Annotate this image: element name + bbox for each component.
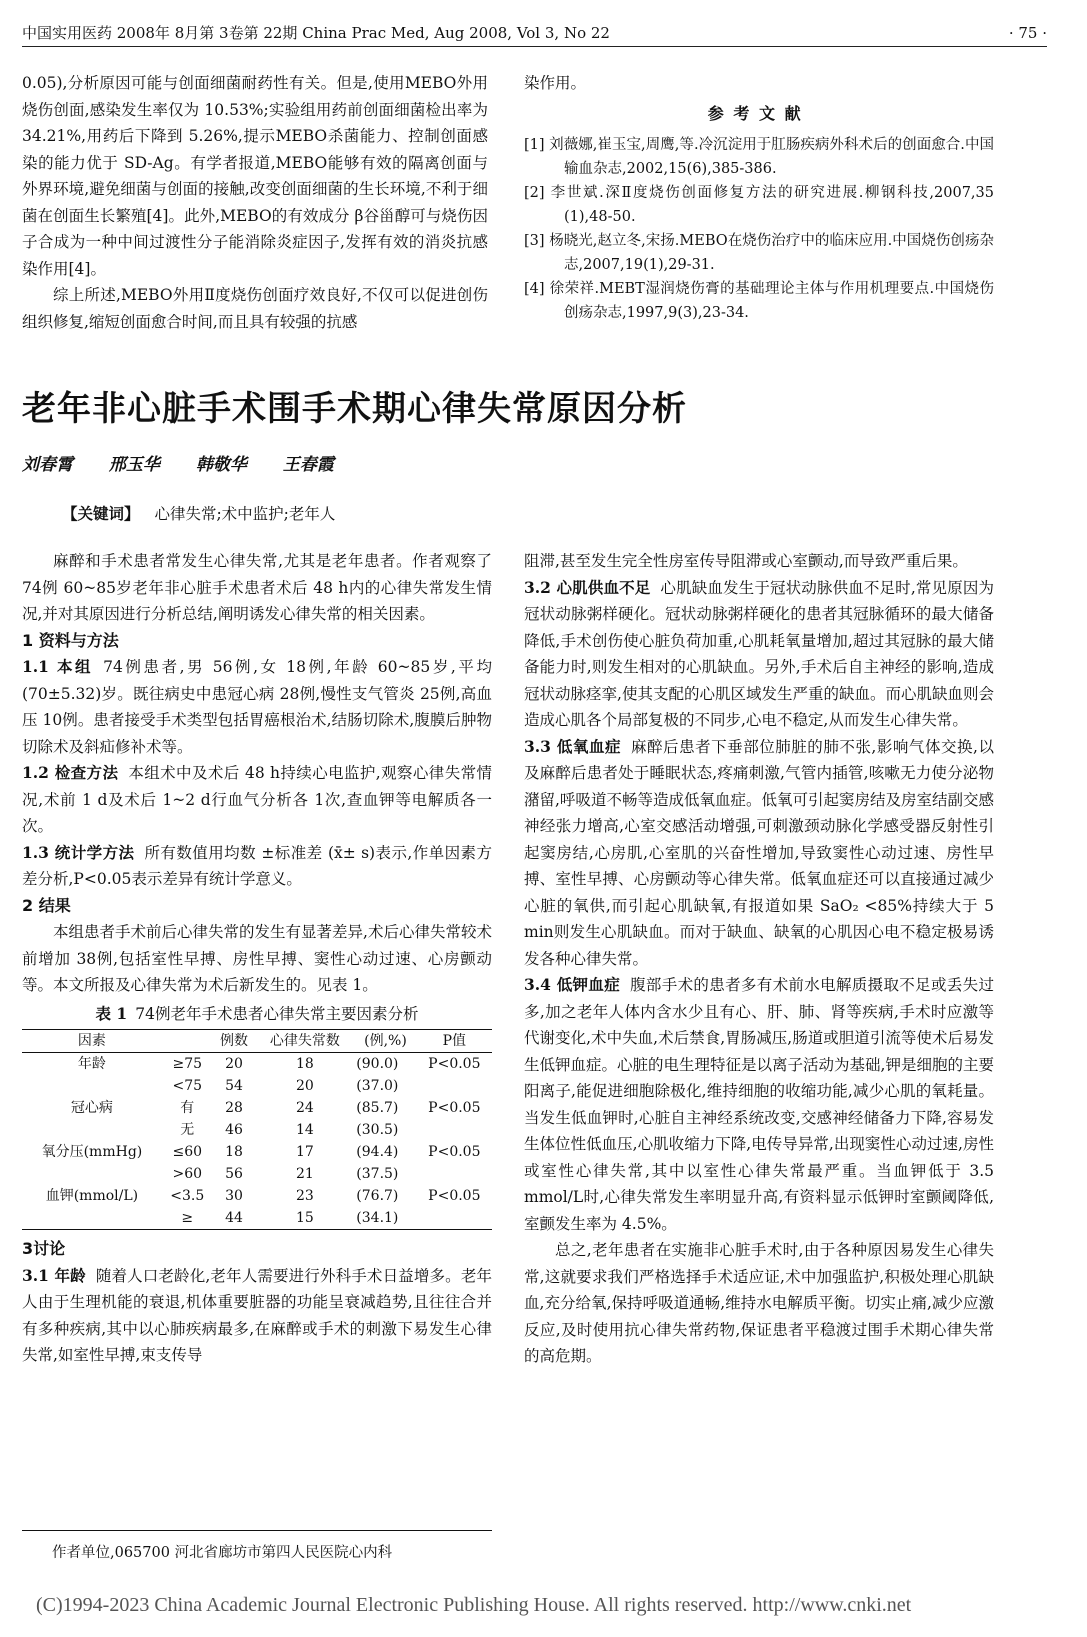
author-name: 韩敬华 xyxy=(195,455,247,475)
table-header-row xyxy=(22,1030,492,1053)
table-cell: 有 xyxy=(180,1100,195,1116)
subsection-heading: 3.1 年龄 xyxy=(22,1265,86,1285)
reference-item: [2] 李世斌.深Ⅱ度烧伤创面修复方法的研究进展.柳钢科技,2007,35 (1),48-50. xyxy=(524,185,994,225)
table-cell xyxy=(22,1119,162,1141)
table-header-cell: (例,%) xyxy=(364,1033,407,1049)
continuation-paragraph: 阻滞,甚至发生完全性房室传导阻滞或心室颤动,而导致严重后果。 xyxy=(524,552,968,570)
table-row xyxy=(22,1207,492,1230)
table-cell: 血钾(mmol/L) xyxy=(45,1188,139,1204)
prev-article-col1 xyxy=(22,70,488,335)
subsection-heading: 1.1 本组 xyxy=(22,657,94,676)
table-row xyxy=(22,1097,492,1119)
prev-continuation: 染作用。 xyxy=(524,74,587,92)
table-caption xyxy=(22,1001,492,1028)
article-col2 xyxy=(524,548,994,1370)
table-cell: <3.5 xyxy=(170,1188,205,1204)
reference-item: [1] 刘薇娜,崔玉宝,周鹰,等.冷沉淀用于肛肠疾病外科术后的创面愈合.中国输血杂志,2002,15(6),385-386. xyxy=(524,137,994,177)
table-row xyxy=(22,1075,492,1097)
article-title: 老年非心脏手术围手术期心律失常原因分析 xyxy=(22,389,687,429)
table-cell: (30.5) xyxy=(356,1122,399,1138)
author-name: 刘春霄 xyxy=(22,455,73,475)
intro-paragraph: 麻醉和手术患者常发生心律失常,尤其是老年患者。作者观察了 74例 60~85岁老年非心脏手术患者术后 48 h内的心律失常发生情况,并对其原因进行分析总结,阐明诱发心律失常的相关因素。 xyxy=(22,552,492,623)
table-cell xyxy=(22,1163,162,1185)
conclusion-paragraph: 总之,老年患者在实施非心脏手术时,由于各种原因易发生心律失常,这就要求我们严格选择手术适应证,术中加强监护,积极处理心肌缺血,充分给氧,保持呼吸道通畅,维持水电解质平衡。切实止痛,减少应激反应,及时使用抗心律失常药物,保证患者平稳渡过围手术期心律失常的高危期。 xyxy=(524,1241,994,1365)
table-cell: 56 xyxy=(225,1166,243,1182)
reference-item: [4] 徐荣祥.MEBT湿润烧伤膏的基础理论主体与作用机理要点.中国烧伤创疡杂志,1997,9(3),23-34. xyxy=(524,281,994,321)
table-row xyxy=(22,1053,492,1076)
prev-discussion-paragraph: 0.05),分析原因可能与创面细菌耐药性有关。但是,使用MEBO外用烧伤创面,感染发生率仅为 10.53%;实验组用药前创面细菌检出率为 34.21%,用药后下降到 5.26%,提示MEBO杀菌能力、控制创面感染的能力优于 SD-Ag。有学者报道,MEBO能够有效的隔离创面与外界环境,避免细菌与创面的接触,改变创面细菌的生长环境,不利于细菌在创面生长繁殖[4]。此外,MEBO的有效成分 β谷甾醇可与烧伤因子合成为一种中间过渡性分子能消除炎症因子,发挥有效的消炎抗感染作用[4]。 xyxy=(22,74,488,278)
section-heading: 3讨论 xyxy=(22,1239,66,1258)
table-row xyxy=(22,1119,492,1141)
table-cell: 18 xyxy=(295,1056,314,1072)
subsection-heading: 1.2 检查方法 xyxy=(22,763,119,782)
prev-conclusion-paragraph: 综上所述,MEBO外用Ⅱ度烧伤创面疗效良好,不仅可以促进创伤组织修复,缩短创面愈合时间,而且具有较强的抗感 xyxy=(22,286,488,331)
table-cell: ≥ xyxy=(181,1210,194,1226)
table-cell: (37.5) xyxy=(356,1166,399,1182)
author-name: 王春霞 xyxy=(282,455,334,475)
table-cell: ≤60 xyxy=(172,1144,203,1160)
subsection-body: 腹部手术的患者多有术前水电解质摄取不足或丢失过多,加之老年人体内含水少且有心、肝、肺、肾等疾病,手术时应激等代谢变化,术中失血,术后禁食,胃肠减压,肠道或胆道引流等使术后易发生低钾血症。心脏的电生理特征是以离子活动为基础,钾是细胞的主要阳离子,能促进细胞除极化,维持细胞的收缩功能,减少心肌的氧耗量。当发生低血钾时,心脏自主神经系统改变,交感神经储备力下降,容易发生体位性低血压,心肌收缩力下降,电传导异常,出现窦性心动过速,房性或室性心律失常,其中以室性心律失常最严重。当血钾低于 3.5 mmol/L时,心律失常发生率明显升高,有资料显示低钾时室颤阈降低,室颤发生率为 4.5%。 xyxy=(524,976,994,1233)
table-cell: (85.7) xyxy=(356,1100,399,1116)
table-cell: P<0.05 xyxy=(428,1188,481,1204)
table-cell: (37.0) xyxy=(356,1078,399,1094)
table-title: 74例老年手术患者心律失常主要因素分析 xyxy=(135,1004,419,1023)
table-cell xyxy=(417,1119,492,1141)
table-cell: 冠心病 xyxy=(70,1100,113,1116)
section-heading: 2 结果 xyxy=(22,895,71,915)
running-header xyxy=(22,22,1047,47)
table-cell: P<0.05 xyxy=(428,1100,481,1116)
subsection-body: 随着人口老龄化,老年人需要进行外科手术日益增多。老年人由于生理机能的衰退,机体重要脏器的功能呈衰减趋势,且往往合并有多种疾病,其中以心肺疾病最多,在麻醉或手术的刺激下易发生心律失常,如室性早搏,束支传导 xyxy=(22,1266,492,1364)
table-cell xyxy=(417,1075,492,1097)
table-cell: (34.1) xyxy=(356,1210,399,1226)
subsection-body: 所有数值用均数 ±标准差 (x̄± s)表示,作单因素方差分析,P<0.05表示差异有统计学意义。 xyxy=(22,843,492,888)
results-table xyxy=(22,1029,492,1230)
table-cell: 17 xyxy=(295,1144,314,1160)
table-header-cell: 因素 xyxy=(77,1033,106,1049)
table-cell: P<0.05 xyxy=(428,1056,481,1072)
references-title: 参考文献 xyxy=(707,103,811,123)
subsection-heading: 3.3 低氧血症 xyxy=(524,736,621,756)
article-col1 xyxy=(22,548,492,1369)
table-header-cell xyxy=(162,1030,213,1053)
table-cell: 21 xyxy=(295,1166,314,1182)
table-cell xyxy=(22,1075,162,1097)
subsection-body: 74例患者,男 56例,女 18例,年龄 60~85岁,平均 (70±5.32)岁。既往病史中患冠心病 28例,慢性支气管炎 25例,高血压 10例。患者接受手术类型包括胃癌根治术,结肠切除术,腹膜后肿物切除术及斜疝修补术等。 xyxy=(22,658,492,756)
table-cell: 28 xyxy=(225,1100,243,1116)
table-cell: 20 xyxy=(225,1056,243,1072)
author-name: 邢玉华 xyxy=(108,455,160,475)
journal-info: 中国实用医药 2008年 8月第 3卷第 22期 China Prac Med, Aug 2008, Vol 3, No 22 xyxy=(22,24,610,42)
table-row xyxy=(22,1185,492,1207)
copyright-footer: (C)1994-2023 China Academic Journal Electronic Publishing House. All rights reserved. http://www.cnki.net xyxy=(36,1594,912,1616)
prev-article-col2 xyxy=(524,70,994,325)
table-header-cell: 例数 xyxy=(220,1033,249,1049)
reference-item: [3] 杨晓光,赵立冬,宋扬.MEBO在烧伤治疗中的临床应用.中国烧伤创疡杂志,2007,19(1),29-31. xyxy=(524,233,994,273)
table-cell: 44 xyxy=(225,1210,243,1226)
subsection-heading: 1.3 统计学方法 xyxy=(22,842,135,862)
keywords xyxy=(62,502,335,524)
table-cell: ≥75 xyxy=(172,1056,203,1072)
table-cell: 15 xyxy=(295,1210,314,1226)
table-cell: 14 xyxy=(295,1122,314,1138)
table-cell: 23 xyxy=(295,1188,314,1204)
table-cell: 54 xyxy=(225,1078,243,1094)
table-cell xyxy=(22,1207,162,1230)
table-cell: P<0.05 xyxy=(428,1144,481,1160)
author-list xyxy=(22,450,364,475)
subsection-body: 心肌缺血发生于冠状动脉供血不足时,常见原因为冠状动脉粥样硬化。冠状动脉粥样硬化的患者其冠脉循环的最大储备降低,手术创伤使心脏负荷加重,心肌耗氧量增加,超过其冠脉的最大储备能力时,则发生相对的心肌缺血。另外,手术后自主神经的影响,造成冠状动脉痉挛,使其支配的心肌区域发生严重的缺血。而心肌缺血则会造成心肌各个局部复极的不同步,心电不稳定,从而发生心律失常。 xyxy=(524,578,994,729)
table-cell: 18 xyxy=(225,1144,243,1160)
table-row xyxy=(22,1163,492,1185)
keywords-text: 心律失常;术中监护;老年人 xyxy=(154,505,336,523)
section-heading: 1 资料与方法 xyxy=(22,630,119,650)
table-cell: 20 xyxy=(295,1078,314,1094)
table-cell: (76.7) xyxy=(356,1188,399,1204)
table-header-cell: 心律失常数 xyxy=(269,1033,340,1049)
subsection-body: 麻醉后患者下垂部位肺脏的肺不张,影响气体交换,以及麻醉后患者处于睡眠状态,疼痛刺激,气管内插管,咳嗽无力使分泌物潴留,呼吸道不畅等造成低氧血症。低氧可引起窦房结及房室结副交感神经张力增高,心室交感活动增强,可刺激颈动脉化学感受器反射性引起窦房结,心房肌,心室肌的兴奋性增加,导致窦性心动过速、房性早搏、室性早搏、心房颤动等心律失常。低氧血症还可以直接通过减少心脏的氧供,而引起心肌缺氧,有报道如果 SaO₂ <85%持续大于 5 min则发生心肌缺血。而对于缺血、缺氧的心肌因心电不稳定极易诱发各种心律失常。 xyxy=(524,737,994,968)
subsection-heading: 3.2 心肌供血不足 xyxy=(524,577,651,597)
subsection-heading: 3.4 低钾血症 xyxy=(524,975,621,994)
table-cell: 年龄 xyxy=(77,1056,106,1072)
table-cell xyxy=(417,1207,492,1230)
table-cell: 24 xyxy=(295,1100,314,1116)
table-cell: 无 xyxy=(180,1122,195,1138)
table-cell: <75 xyxy=(172,1078,203,1094)
author-affiliation: 作者单位,065700 河北省廊坊市第四人民医院心内科 xyxy=(22,1530,492,1562)
subsection-body: 本组术中及术后 48 h持续心电监护,观察心律失常情况,术前 1 d及术后 1~2 d行血气分析各 1次,查血钾等电解质各一次。 xyxy=(22,764,492,835)
keywords-label: 【关键词】 xyxy=(62,504,140,523)
table-cell: (90.0) xyxy=(356,1056,399,1072)
table-cell: 氧分压(mmHg) xyxy=(41,1144,143,1160)
results-paragraph: 本组患者手术前后心律失常的发生有显著差异,术后心律失常较术前增加 38例,包括室性早搏、房性早搏、窦性心动过速、心房颤动等。本文所报及心律失常为术后新发生的。见表 1。 xyxy=(22,923,492,994)
table-row xyxy=(22,1141,492,1163)
table-cell: 30 xyxy=(225,1188,243,1204)
table-header-cell: P值 xyxy=(442,1033,467,1049)
table-cell: 46 xyxy=(225,1122,243,1138)
table-cell: >60 xyxy=(172,1166,203,1182)
page-number: · 75 · xyxy=(1008,24,1047,42)
table-label: 表 1 xyxy=(95,1003,128,1023)
table-cell: (94.4) xyxy=(356,1144,399,1160)
table-cell xyxy=(417,1163,492,1185)
